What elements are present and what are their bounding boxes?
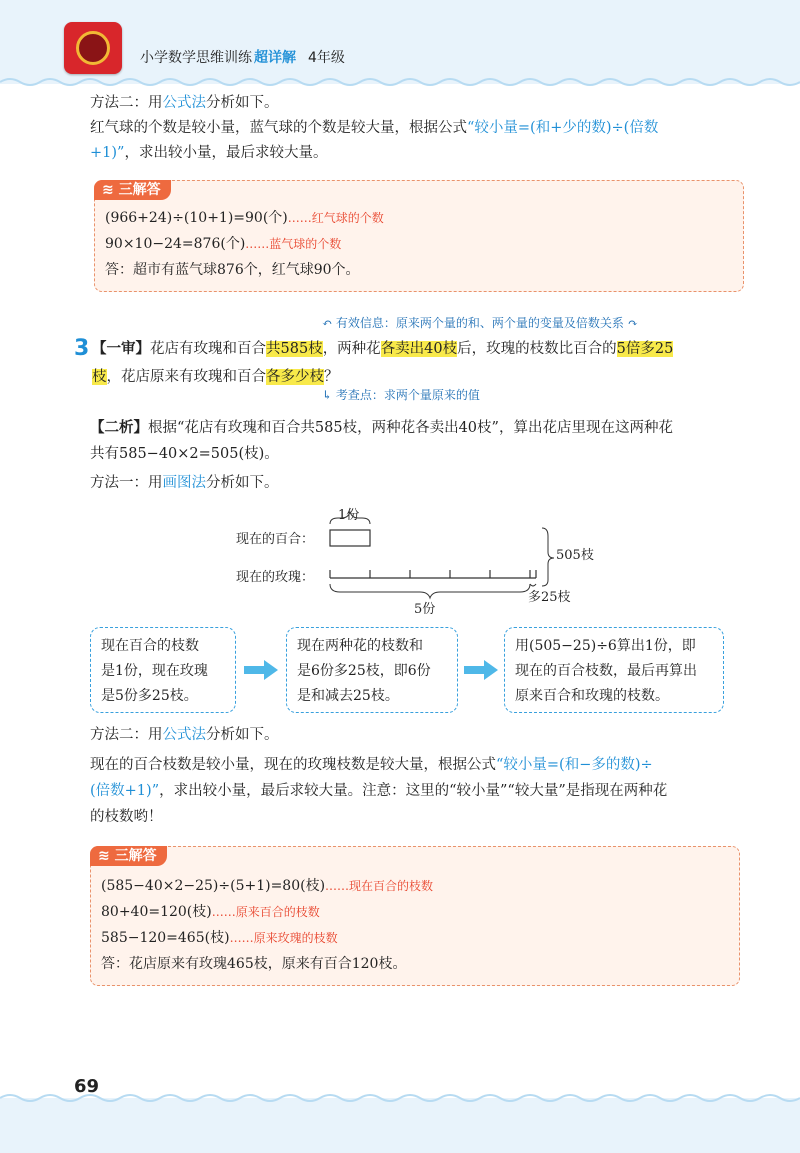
answer-line-2: 80+40=120(枝)……原来百合的枝数 — [101, 904, 320, 920]
method2-explain-line1: 现在的百合枝数是较小量，现在的玫瑰枝数是较大量，根据公式“较小量=(和−多的数)÷ — [90, 757, 653, 773]
book-highlight: 超详解 — [254, 50, 296, 66]
footer-wave-decoration — [0, 1092, 800, 1110]
flow-arrow-icon — [244, 660, 278, 680]
prev-method2-line: 方法二：用公式法分析如下。 — [90, 95, 279, 111]
analysis-line2: 共有585−40×2=505(枝)。 — [90, 446, 279, 462]
answer-box — [90, 846, 740, 986]
problem-text-line1: 【一审】花店有玫瑰和百合共585枝，两种花各卖出40枝后，玫瑰的枝数比百合的5倍多25 — [92, 340, 674, 357]
flow-box-3: 用(505−25)÷6算出1份，即 现在的百合枝数，最后再算出 原来百合和玫瑰的枝数。 — [504, 627, 724, 713]
header-wave-decoration — [0, 70, 800, 88]
prev-explain-line1: 红气球的个数是较小量，蓝气球的个数是较大量，根据公式“较小量=(和+少的数)÷(倍数 — [90, 120, 659, 136]
flow-arrow-icon — [464, 660, 498, 680]
flow-box-1: 现在百合的枝数 是1份，现在玫瑰 是5份多25枝。 — [90, 627, 236, 713]
extra-label: 多25枝 — [528, 590, 571, 605]
prev-answer-tag: ≋ 三解答 — [94, 180, 171, 200]
answer-line-1: (585−40×2−25)÷(5+1)=80(枝)……现在百合的枝数 — [101, 878, 434, 894]
method2-line: 方法二：用公式法分析如下。 — [90, 727, 279, 743]
segment-diagram — [230, 500, 610, 620]
method2-explain-line2: (倍数+1)”，求出较小量，最后求较大量。注意：这里的“较小量”“较大量”是指现在两种花 — [90, 783, 668, 799]
method2-explain-line3: 的枝数哟！ — [90, 809, 163, 825]
five-parts-label: 5份 — [414, 602, 436, 617]
prev-answer-box — [94, 180, 744, 292]
total-label: 505枝 — [556, 548, 594, 563]
grade-label: 4年级 — [308, 50, 345, 66]
problem-number: 3 — [74, 336, 90, 361]
book-logo — [64, 22, 122, 74]
answer-line-3: 585−120=465(枝)……原来玫瑰的枝数 — [101, 930, 338, 946]
lily-label: 现在的百合： — [236, 532, 315, 547]
answer-conclusion: 答：花店原来有玫瑰465枝，原来有百合120枝。 — [101, 956, 407, 972]
prev-answer-line-2: 90×10−24=876(个)……蓝气球的个数 — [105, 236, 342, 252]
problem-text-line2: 枝，花店原来有玫瑰和百合各多少枝？ — [92, 369, 339, 385]
one-part-label: 1份 — [338, 508, 360, 523]
annotation-effective-info: ↶ 有效信息：原来两个量的和、两个量的变量及倍数关系 ↷ — [322, 316, 638, 330]
rose-label: 现在的玫瑰： — [236, 570, 315, 585]
book-title: 小学数学思维训练 — [140, 50, 252, 66]
method1-line: 方法一：用画图法分析如下。 — [90, 475, 279, 491]
prev-answer-line-1: (966+24)÷(10+1)=90(个)……红气球的个数 — [105, 210, 384, 226]
running-header — [140, 47, 345, 67]
flow-box-2: 现在两种花的枝数和 是6份多25枝，即6份 是和减去25枝。 — [286, 627, 458, 713]
annotation-key-point: ↳ 考查点：求两个量原来的值 — [322, 388, 480, 402]
prev-answer-conclusion: 答：超市有蓝气球876个，红气球90个。 — [105, 262, 360, 278]
page-number: 69 — [74, 1076, 100, 1097]
answer-tag: ≋ 三解答 — [90, 846, 167, 866]
segment-diagram-lines — [230, 500, 610, 620]
analysis-line1: 【二析】根据“花店有玫瑰和百合共585枝，两种花各卖出40枝”，算出花店里现在这两种花 — [90, 419, 673, 436]
prev-explain-line2: +1)”，求出较小量，最后求较大量。 — [90, 145, 328, 161]
